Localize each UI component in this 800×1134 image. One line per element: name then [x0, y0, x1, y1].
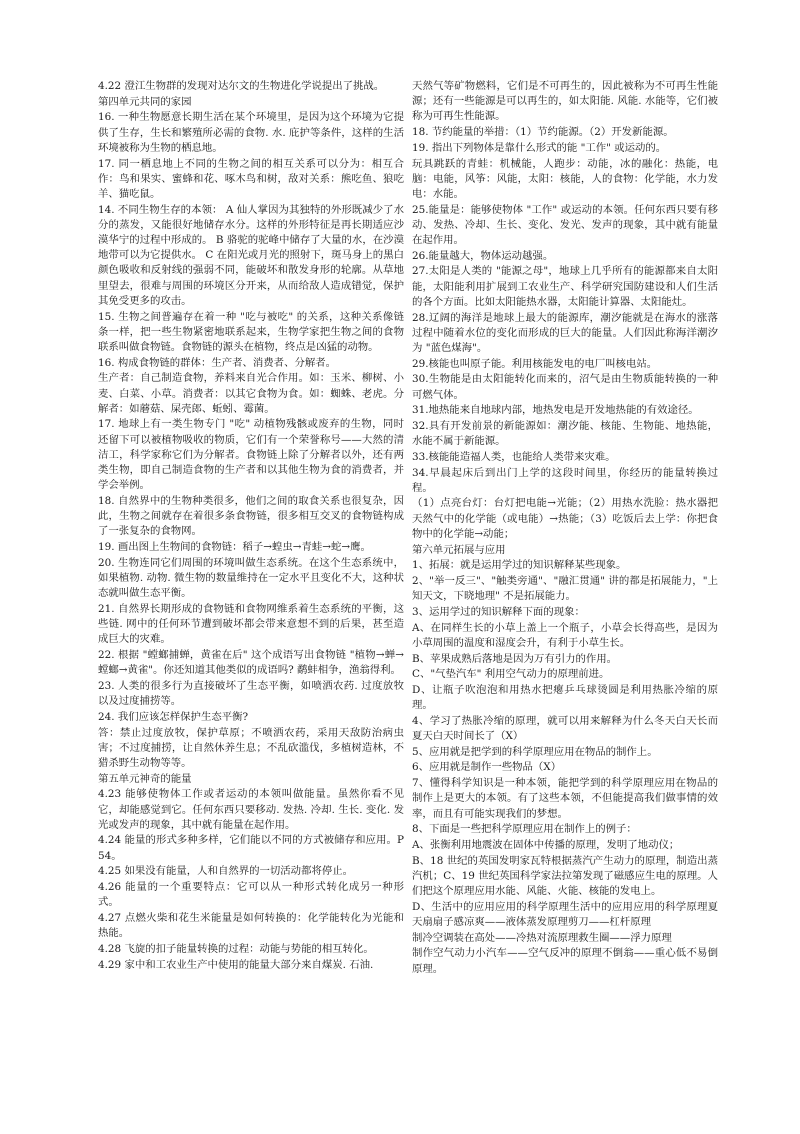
paragraph: 32.具有开发前景的新能源如：潮汐能、核能、生物能、地热能，水能不属于新能源。 [412, 419, 718, 448]
paragraph: 18. 节约能量的举措：（1）节约能源。（2）开发新能源。 [412, 126, 674, 139]
paragraph: 制冷空调装在高处——冷热对流原理救生圈——浮力原理 [412, 931, 672, 944]
paragraph: 4.22 澄江生物群的发现对达尔文的生物进化学说提出了挑战。 [98, 80, 385, 92]
paragraph: 17. 同一栖息地上不同的生物之间的相互关系可以分为：相互合作：鸟和果实、蜜蜂和花、啄木鸟和树，敌对关系：熊吃鱼、狼吃羊、猫吃鼠。 [98, 157, 404, 200]
paragraph: 19. 画出图上生物间的食物链：稻子→蝗虫→青蛙→蛇→鹰。 [98, 541, 371, 554]
paragraph: 24. 我们应该怎样保护生态平衡? [98, 710, 249, 723]
paragraph: 22. 根据 "螳螂捕蝉，黄雀在后" 这个成语写出食物链 "植物→蝉→螳螂→黄雀"。你还知道其他类似的成语吗? 鹬蚌相争，渔翁得利。 [98, 649, 404, 677]
paragraph: 8、下面是一些把科学原理应用在制作上的例子： [412, 823, 637, 836]
paragraph: 2、"举一反三"、"触类旁通"、"融汇贯通" 讲的都是拓展能力，"上知天文，下晓地理" 不是拓展能力。 [412, 575, 718, 603]
paragraph: A、在同样生长的小草上盖上一个瓶子，小草会长得高些，是因为小草周围的温度和湿度会升，有利于小草生长。 [412, 621, 718, 649]
paragraph: 第六单元拓展与应用 [412, 543, 506, 556]
paragraph: 30.生物能是由太阳能转化而来的，沼气是由生物质能转换的一种可燃气体。 [412, 373, 718, 401]
paragraph: 1、拓展：就是运用学过的知识解释某些现象。 [412, 559, 627, 572]
paragraph: 18. 自然界中的生物种类很多，他们之间的取食关系也很复杂，因此，生物之间就存在着很多条食物链，很多相互交叉的食物链构成了一张复杂的食物网。 [98, 494, 404, 538]
paragraph: 19. 指出下列物体是靠什么形式的能 "工作" 或运动的。 [412, 141, 667, 154]
paragraph: 33.核能能造福人类，也能给人类带来灾难。 [412, 450, 616, 463]
right-column [412, 79, 718, 977]
paragraph: 27.太阳是人类的 "能源之母"，地球上几乎所有的能源都来自太阳能，太阳能利用扩展到工农业生产、科学研究国防建设和人们生活的各个方面。比如太阳能热水器，太阳能计算器、太阳能灶。 [412, 265, 718, 308]
paragraph: 4.29 家中和工农业生产中使用的能量大部分来自煤炭. 石油. [98, 958, 374, 971]
paragraph: 34.早晨起床后到出门上学的这段时间里，你经历的能量转换过程。 [412, 466, 718, 494]
paragraph: 14. 不同生物生存的本领： A 仙人掌因为其独特的外形既减少了水分的蒸发，又能很好地储存水分。这样的外形特征是再长期适应沙漠华宁的过程中形成的。 B 骆驼的驼峰中储存了大量的水，在沙漠地带可以为它提供水。 C 在阳光或月光的照射下，斑马身上的黑白颜色吸收和反射线的强弱不同，能破坏和散发身形的轮廓。从草地里望去，很难与周围的环境区分开来，从而给敌人造成错觉，保护其免受更多的攻击。 [98, 203, 404, 307]
paragraph: 4.26 能量的一个重要特点：它可以从一种形式转化成另一种形式。 [98, 881, 404, 909]
paragraph: 7、懂得科学知识是一种本领，能把学到的科学原理应用在物品的制作上是更大的本领。有了这些本领，不但能提高我们做事情的效率，而且有可能实现我们的梦想。 [412, 777, 718, 820]
paragraph: C、"气垫汽车" 利用空气动力的原理前进。 [412, 668, 610, 681]
paragraph: 25.能量是：能够使物体 "工作" 或运动的本领。任何东西只要有移动、发热、冷却、生长、变化、发光、发声的现象，其中就有能量在起作用。 [412, 203, 718, 247]
paragraph: 6、应用就是制作一些物品（X） [412, 761, 562, 774]
paragraph: 16. 一种生物愿意长期生活在某个环境里，是因为这个环境为它提供了生存，生长和繁殖所必需的食物. 水. 庇护等条件，这样的生活环境被称为生物的栖息地。 [98, 111, 404, 154]
paragraph: 3、运用学过的知识解释下面的现象： [412, 605, 585, 618]
paragraph: 生产者：自己制造食物，养料来自光合作用。如：玉米、柳树、小麦、白菜、小草。消费者：以其它食物为食。如：蜘蛛、老虎。分解者：如蘑菇、屎壳郎、蚯蚓、霉菌。 [98, 372, 404, 415]
paragraph: 玩具跳跃的青蛙：机械能，人跑步：动能，冰的融化：热能，电脑：电能，风筝：风能，太阳：核能，人的食物：化学能，水力发电：水能。 [412, 157, 718, 200]
paragraph: 29.核能也叫原子能。利用核能发电的电厂叫核电站。 [412, 357, 658, 370]
paragraph: 20. 生物连同它们周围的环境叫做生态系统。在这个生态系统中，如果植物. 动物. 微生物的数量维持在一定水平且变化不大，这种状态就叫做生态平衡。 [98, 556, 404, 600]
paragraph: B、18 世纪的英国发明家瓦特根据蒸汽产生动力的原理，制造出蒸汽机；C、19 世纪英国科学家法拉第发现了磁感应生电的原理。人们把这个原理应用水能、风能、火能、核能的发电上。 [412, 854, 718, 898]
paragraph: 制作空气动力小汽车——空气反冲的原理不倒翁——重心低不易倒原理。 [412, 947, 718, 975]
paragraph: D、让瓶子吹泡泡和用热水把瘪乒乓球烫圆是利用热胀冷缩的原理。 [412, 683, 718, 712]
paragraph: 21. 自然界长期形成的食物链和食物网维系着生态系统的平衡，这些链. 网中的任何环节遭到破坏都会带来意想不到的后果，甚至造成巨大的灾难。 [98, 602, 404, 646]
paragraph: 4.28 飞旋的扣子能量转换的过程：动能与势能的相互转化。 [98, 942, 374, 955]
paragraph: 4.27 点燃火柴和花生米能量是如何转换的：化学能转化为光能和热能。 [98, 911, 404, 940]
paragraph: 4.24 能量的形式多种多样，它们能以不同的方式被储存和应用。P54。 [98, 834, 404, 862]
paragraph: 4.23 能够使物体工作或者运动的本领叫做能量。虽然你看不见它，却能感觉到它。任何东西只要移动. 发热. 冷却. 生长. 变化. 发光或发声的现象，其中就有能量在起作用。 [98, 788, 404, 831]
paragraph: 答：禁止过度放牧，保护草原；不喷洒农药，采用天敌防治病虫害；不过度捕捞，让自然休养生息；不乱砍滥伐，多植树造林，不猎杀野生动物等等。 [98, 726, 404, 769]
paragraph: B、苹果成熟后落地是因为万有引力的作用。 [412, 652, 618, 665]
paragraph: A、张衡利用地震波在固体中传播的原理，发明了地动仪； [412, 838, 680, 851]
paragraph: 4、学习了热胀冷缩的原理，就可以用来解释为什么冬天白天长而夏天白天时间长了（X） [412, 714, 718, 743]
paragraph: 天然气等矿物燃料，它们是不可再生的，因此被称为不可再生性能源；还有一些能源是可以再生的，如太阳能. 风能. 水能等，它们被称为可再生性能源。 [412, 80, 718, 123]
paragraph: （1）点亮台灯：台灯把电能→光能；（2）用热水洗脸：热水器把天然气中的化学能（或电能）→热能；（3）吃饭后去上学：你把食物中的化学能→动能； [412, 497, 718, 540]
paragraph: 17. 地球上有一类生物专门 "吃" 动植物残骸或废弃的生物，同时还留下可以被植物吸收的物质，它们有一个荣誉称号——大然的清洁工，科学家称它们为分解者。食物链上除了分解者以外，还有两类生物，即自己制造食物的生产者和以其他生物为食的消费者，并学会举例。 [98, 418, 404, 492]
left-column [98, 79, 404, 973]
paragraph: 31.地热能来自地球内部，地热发电是开发地热能的有效途径。 [412, 404, 699, 417]
paragraph: 16. 构成食物链的群体：生产者、消费者、分解者。 [98, 356, 337, 369]
paragraph: 第四单元共同的家园 [98, 95, 192, 108]
paragraph: 4.25 如果没有能量，人和自然界的一切活动都将停止。 [98, 865, 354, 878]
paragraph: 28.辽阔的海洋是地球上最大的能源库，潮汐能就是在海水的涨落过程中随着水位的变化而形成的巨大的能量。人们因此称海洋潮汐为 "蓝色煤海"。 [412, 311, 718, 354]
paragraph: 第五单元神奇的能量 [98, 772, 192, 785]
paragraph: 5、应用就是把学到的科学原理应用在物品的制作上。 [412, 745, 658, 758]
paragraph: 26.能量越大，物体运动越强。 [412, 249, 554, 262]
paragraph: 23. 人类的很多行为直接破坏了生态平衡，如喷洒农药. 过度放牧以及过度捕捞等。 [98, 679, 404, 708]
paragraph: 15. 生物之间普遍存在着一种 "吃与被吃" 的关系，这种关系像链条一样，把一些生物紧密地联系起来，生物学家把生物之间的食物联系叫做食物链。食物链的源头在植物，终点是凶猛的动物。 [98, 310, 404, 353]
paragraph: D、生活中的应用应用的科学原理生活中的应用应用的科学原理夏天扇扇子感凉爽——液体蒸发原理剪刀——杠杆原理 [412, 900, 718, 928]
